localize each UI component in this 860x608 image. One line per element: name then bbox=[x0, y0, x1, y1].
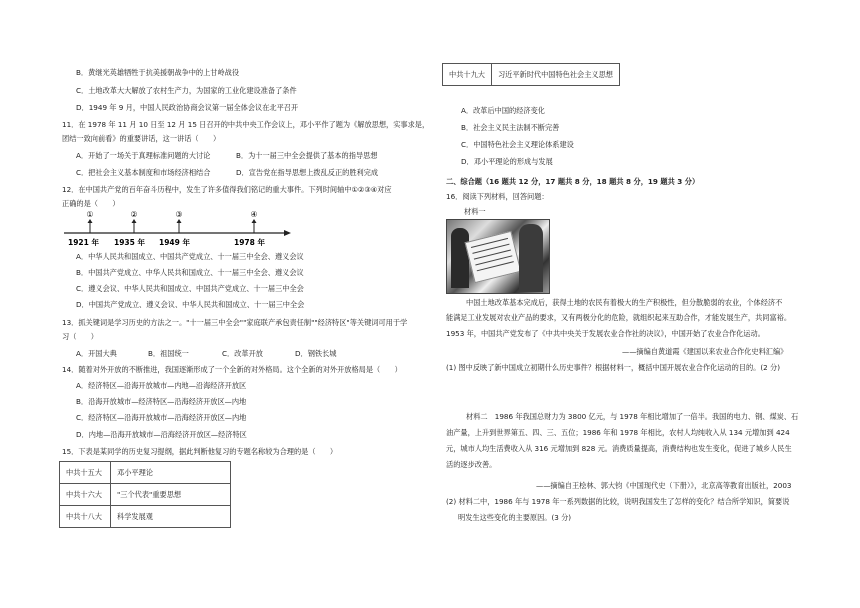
material-2-text: 活的逐步改善。 bbox=[446, 460, 497, 469]
timeline-tick-1 bbox=[88, 219, 93, 233]
q11-stem-cont: 团结一致向前看》的重要讲话，这一讲话（ ） bbox=[62, 134, 221, 143]
q14-option-c: C．经济特区—沿海开放城市—沿海经济开放区—内地 bbox=[76, 413, 247, 422]
q15-table-cont bbox=[442, 63, 620, 86]
q13-option-a: A．开国大典 bbox=[76, 349, 117, 358]
q16-part-1: (1) 图中反映了新中国成立初期什么历史事件？根据材料一，概括中国开展农业合作化运动的目的。(2 分) bbox=[446, 363, 780, 372]
photo-figure bbox=[519, 224, 543, 292]
q12-stem-cont: 正确的是（ ） bbox=[62, 199, 120, 208]
section-heading: 二、综合题（16 题共 12 分，17 题共 8 分，18 题共 8 分，19 题共 3 分） bbox=[446, 177, 700, 186]
timeline-tick-3 bbox=[177, 219, 182, 233]
timeline-mark-2: ② bbox=[130, 211, 138, 219]
timeline-mark-3: ③ bbox=[175, 211, 183, 219]
timeline-mark-1: ① bbox=[86, 211, 94, 219]
q10-option-d: D．1949 年 9 月，中国人民政治协商会议第一届全体会议在北平召开 bbox=[76, 103, 299, 112]
q14-stem: 14．随着对外开放的不断推进，我国逐渐形成了一个全新的对外格局。这个全新的对外开放格局是（ ） bbox=[62, 365, 402, 374]
table-cell: 中共十九大 bbox=[443, 64, 492, 86]
historical-photo bbox=[446, 219, 550, 294]
table-cell: 科学发展观 bbox=[111, 506, 231, 528]
photo-document bbox=[465, 231, 522, 283]
q14-option-a: A．经济特区—沿海开放城市—内地—沿海经济开放区 bbox=[76, 381, 247, 390]
material-1-text: 中国土地改革基本完成后，获得土地的农民有着极大的生产积极性，但分散脆弱的农业，个体经济不 bbox=[466, 298, 783, 307]
q13-stem-cont: 习（ ） bbox=[62, 332, 98, 341]
timeline-tick-4 bbox=[252, 219, 257, 233]
q15-option-a: A．改革后中国的经济变化 bbox=[461, 106, 545, 115]
q11-option-a: A．开始了一场关于真理标准问题的大讨论 bbox=[76, 151, 211, 160]
timeline-year-1: 1921 年 bbox=[68, 238, 99, 247]
material-2-text: 油产量，上升到世界第五、四、三、五位；1986 年和 1978 年相比，农村人均纯收入从 134 元增加到 424 bbox=[446, 428, 790, 437]
table-cell: 习近平新时代中国特色社会主义思想 bbox=[491, 64, 619, 86]
q10-option-c: C．土地改革大大解放了农村生产力，为国家的工业化建设准备了条件 bbox=[76, 86, 297, 95]
material-1-text: 能满足工业发展对农业产品的要求，又有两极分化的危险，就组织起来互助合作，才能发展生产，共同富裕。 bbox=[446, 313, 792, 322]
q10-option-b: B．黄继光英雄牺牲于抗美援朝战争中的上甘岭战役 bbox=[76, 68, 240, 77]
q11-option-d: D．宣告党在指导思想上拨乱反正的胜利完成 bbox=[236, 168, 379, 177]
timeline-tick-2 bbox=[132, 219, 137, 233]
q12-stem: 12．在中国共产党的百年奋斗历程中，发生了许多值得我们铭记的重大事件。下列时间轴中①②③④对应 bbox=[62, 185, 392, 194]
table-cell: "三个代表"重要思想 bbox=[111, 484, 231, 506]
q12-option-c: C．遵义会议、中华人民共和国成立、中国共产党成立、十一届三中全会 bbox=[76, 284, 304, 293]
material-1-source: ——摘编自黄道霞《建国以来农业合作化史料汇编》 bbox=[622, 347, 788, 356]
q11-option-b: B．为十一届三中全会提供了基本的指导思想 bbox=[236, 151, 378, 160]
material-2-source: ——摘编自王桧林、郭大钧《中国现代史（下册）》，北京高等教育出版社，2003 bbox=[536, 481, 792, 490]
q15-option-d: D．邓小平理论的形成与发展 bbox=[461, 157, 553, 166]
q12-option-a: A．中华人民共和国成立、中国共产党成立、十一届三中全会、遵义会议 bbox=[76, 252, 304, 261]
table-cell: 中共十六大 bbox=[60, 484, 111, 506]
q11-stem: 11．在 1978 年 11 月 10 日至 12 月 15 日召开的中共中央工作会议上，邓小平作了题为《解放思想，实事求是， bbox=[62, 120, 430, 129]
q15-option-b: B．社会主义民主法制不断完善 bbox=[461, 123, 560, 132]
table-row bbox=[60, 462, 231, 484]
q13-option-d: D．钢铁长城 bbox=[295, 349, 337, 358]
table-row bbox=[60, 484, 231, 506]
timeline-figure bbox=[62, 211, 292, 249]
q15-stem: 15．下表是某同学的历史复习提纲，据此判断他复习的专题名称较为合理的是（ ） bbox=[62, 447, 338, 456]
q12-option-b: B．中国共产党成立、中华人民共和国成立、十一届三中全会、遵义会议 bbox=[76, 268, 304, 277]
timeline-year-2: 1935 年 bbox=[114, 238, 145, 247]
material-1-text: 1953 年，中国共产党发布了《中共中央关于发展农业合作社的决议》，中国开始了农业合作化运动。 bbox=[446, 329, 765, 338]
q14-option-b: B．沿海开放城市—经济特区—沿海经济开放区—内地 bbox=[76, 397, 247, 406]
timeline-year-4: 1978 年 bbox=[234, 238, 265, 247]
q15-table bbox=[59, 461, 231, 528]
q14-option-d: D．内地—沿海开放城市—沿海经济开放区—经济特区 bbox=[76, 430, 247, 439]
table-cell: 邓小平理论 bbox=[111, 462, 231, 484]
material-1-title: 材料一 bbox=[464, 207, 486, 216]
q15-option-c: C．中国特色社会主义理论体系建设 bbox=[461, 140, 574, 149]
q16-stem: 16．阅读下列材料，回答问题： bbox=[446, 192, 549, 201]
table-row bbox=[60, 506, 231, 528]
q16-part-2: (2) 材料二中，1986 年与 1978 年一系列数据的比较，说明我国发生了怎样的变化？结合所学知识，简要说 bbox=[446, 497, 790, 506]
timeline-year-3: 1949 年 bbox=[159, 238, 190, 247]
q13-option-c: C．改革开放 bbox=[222, 349, 263, 358]
q13-stem: 13．抓关键词是学习历史的方法之一。"十一届三中全会""家庭联产承包责任制""经济特区"等关键词可用于学 bbox=[62, 318, 408, 327]
timeline-mark-4: ④ bbox=[250, 211, 258, 219]
q11-option-c: C．把社会主义基本制度和市场经济相结合 bbox=[76, 168, 211, 177]
q13-option-b: B．祖国统一 bbox=[148, 349, 189, 358]
material-2-text: 元，城市人均生活费收入从 316 元增加到 828 元。消费质量提高，消费结构也发生变化，促进了城乡人民生 bbox=[446, 444, 792, 453]
table-row bbox=[443, 64, 620, 86]
q12-option-d: D．中国共产党成立、遵义会议、中华人民共和国成立、十一届三中全会 bbox=[76, 300, 305, 309]
q16-part-2-cont: 明发生这些变化的主要原因。(3 分) bbox=[458, 513, 572, 522]
material-2-text: 材料二 1986 年我国总财力为 3800 亿元，与 1978 年相比增加了一倍半。我国的电力、钢、煤炭、石 bbox=[466, 412, 799, 421]
table-cell: 中共十八大 bbox=[60, 506, 111, 528]
table-cell: 中共十五大 bbox=[60, 462, 111, 484]
photo-figure bbox=[451, 228, 469, 288]
